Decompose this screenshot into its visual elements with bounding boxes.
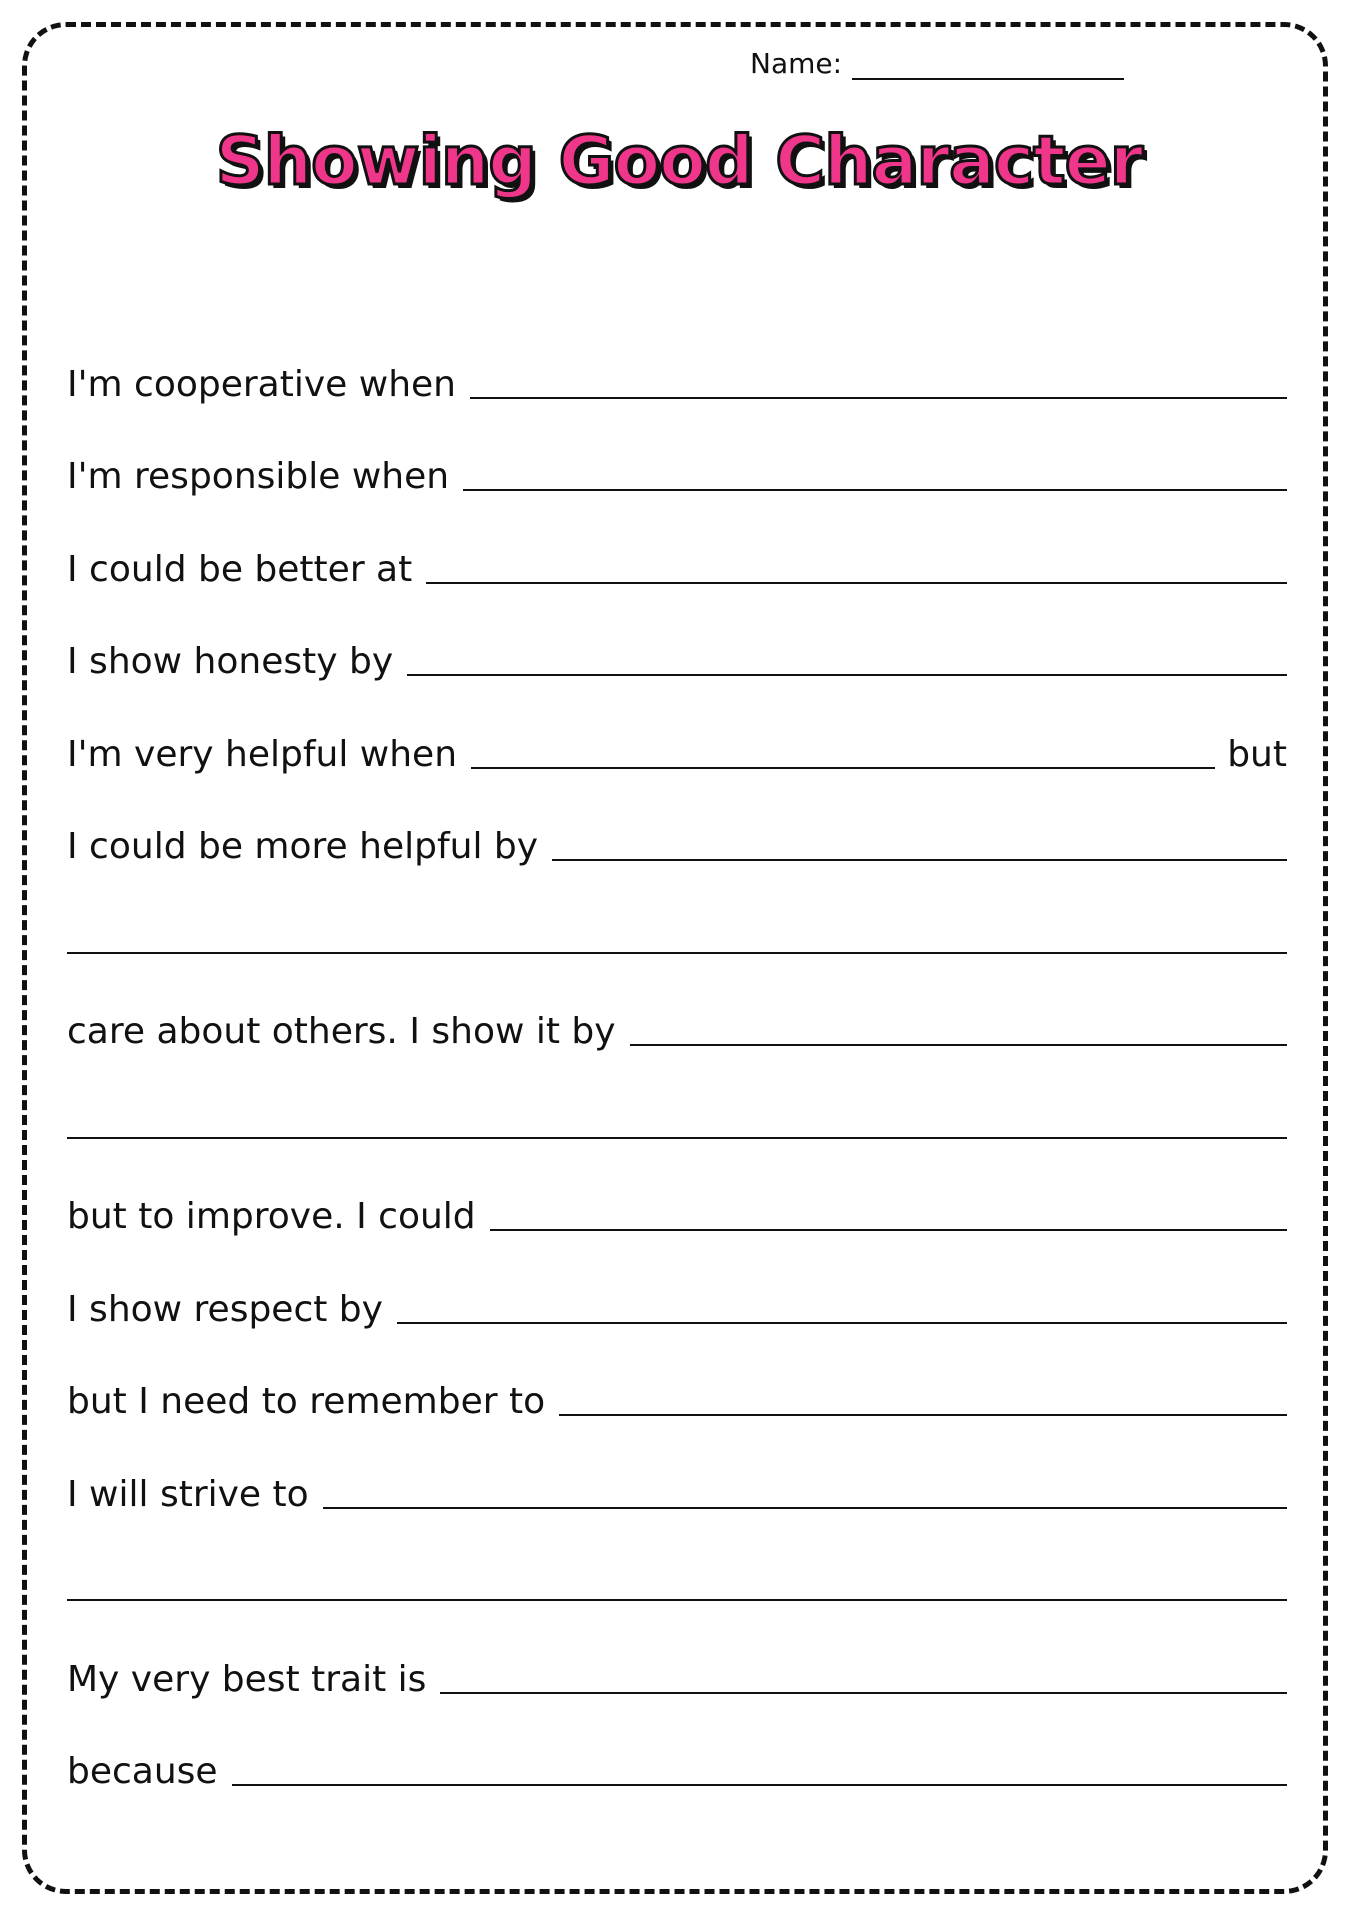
answer-line[interactable] bbox=[397, 1322, 1287, 1324]
answer-line[interactable] bbox=[552, 859, 1287, 861]
answer-line[interactable] bbox=[440, 1692, 1287, 1694]
answer-line[interactable] bbox=[67, 952, 1287, 954]
answer-line[interactable] bbox=[426, 582, 1287, 584]
worksheet-row-blank bbox=[67, 1066, 1287, 1159]
worksheet-row bbox=[67, 1436, 1287, 1529]
worksheet-row bbox=[67, 1159, 1287, 1252]
worksheet-rows bbox=[67, 326, 1287, 1806]
answer-line[interactable] bbox=[470, 397, 1287, 399]
name-row bbox=[750, 44, 1124, 80]
worksheet-row bbox=[67, 789, 1287, 882]
worksheet-row bbox=[67, 419, 1287, 512]
worksheet-row bbox=[67, 696, 1287, 789]
name-label: Name: bbox=[750, 47, 843, 80]
worksheet-row bbox=[67, 1714, 1287, 1807]
worksheet-row bbox=[67, 974, 1287, 1067]
row-prompt: because bbox=[67, 1751, 218, 1792]
row-prompt: I could be better at bbox=[67, 548, 413, 590]
worksheet-row bbox=[67, 1251, 1287, 1344]
name-blank-line[interactable] bbox=[852, 44, 1124, 80]
row-prompt: I show honesty by bbox=[67, 641, 394, 682]
row-prompt: I'm cooperative when bbox=[67, 363, 456, 405]
row-prompt: I will strive to bbox=[67, 1473, 309, 1515]
answer-line[interactable] bbox=[471, 767, 1215, 769]
answer-line[interactable] bbox=[67, 1599, 1287, 1601]
answer-line[interactable] bbox=[232, 1784, 1287, 1786]
worksheet-row-blank bbox=[67, 1529, 1287, 1622]
worksheet-row bbox=[67, 1621, 1287, 1714]
answer-line[interactable] bbox=[67, 1137, 1287, 1139]
row-prompt: but to improve. I could bbox=[67, 1196, 476, 1237]
answer-line[interactable] bbox=[559, 1414, 1287, 1416]
answer-line[interactable] bbox=[490, 1229, 1287, 1231]
row-prompt: I show respect by bbox=[67, 1288, 383, 1330]
worksheet-row bbox=[67, 326, 1287, 419]
worksheet-row-blank bbox=[67, 881, 1287, 974]
row-prompt: I'm very helpful when bbox=[67, 733, 458, 775]
row-prompt: care about others. I show it by bbox=[67, 1011, 616, 1052]
worksheet-row bbox=[67, 604, 1287, 697]
worksheet-row bbox=[67, 511, 1287, 604]
answer-line[interactable] bbox=[407, 674, 1287, 676]
row-prompt: I'm responsible when bbox=[67, 456, 450, 497]
row-prompt: but I need to remember to bbox=[67, 1381, 546, 1422]
answer-line[interactable] bbox=[630, 1044, 1287, 1046]
row-suffix: but bbox=[1227, 733, 1287, 775]
answer-line[interactable] bbox=[323, 1507, 1287, 1509]
row-prompt: My very best trait is bbox=[67, 1658, 427, 1700]
row-prompt: I could be more helpful by bbox=[67, 826, 539, 867]
worksheet-row bbox=[67, 1344, 1287, 1437]
worksheet-title: Showing Good Character bbox=[215, 122, 1143, 201]
answer-line[interactable] bbox=[463, 489, 1287, 491]
